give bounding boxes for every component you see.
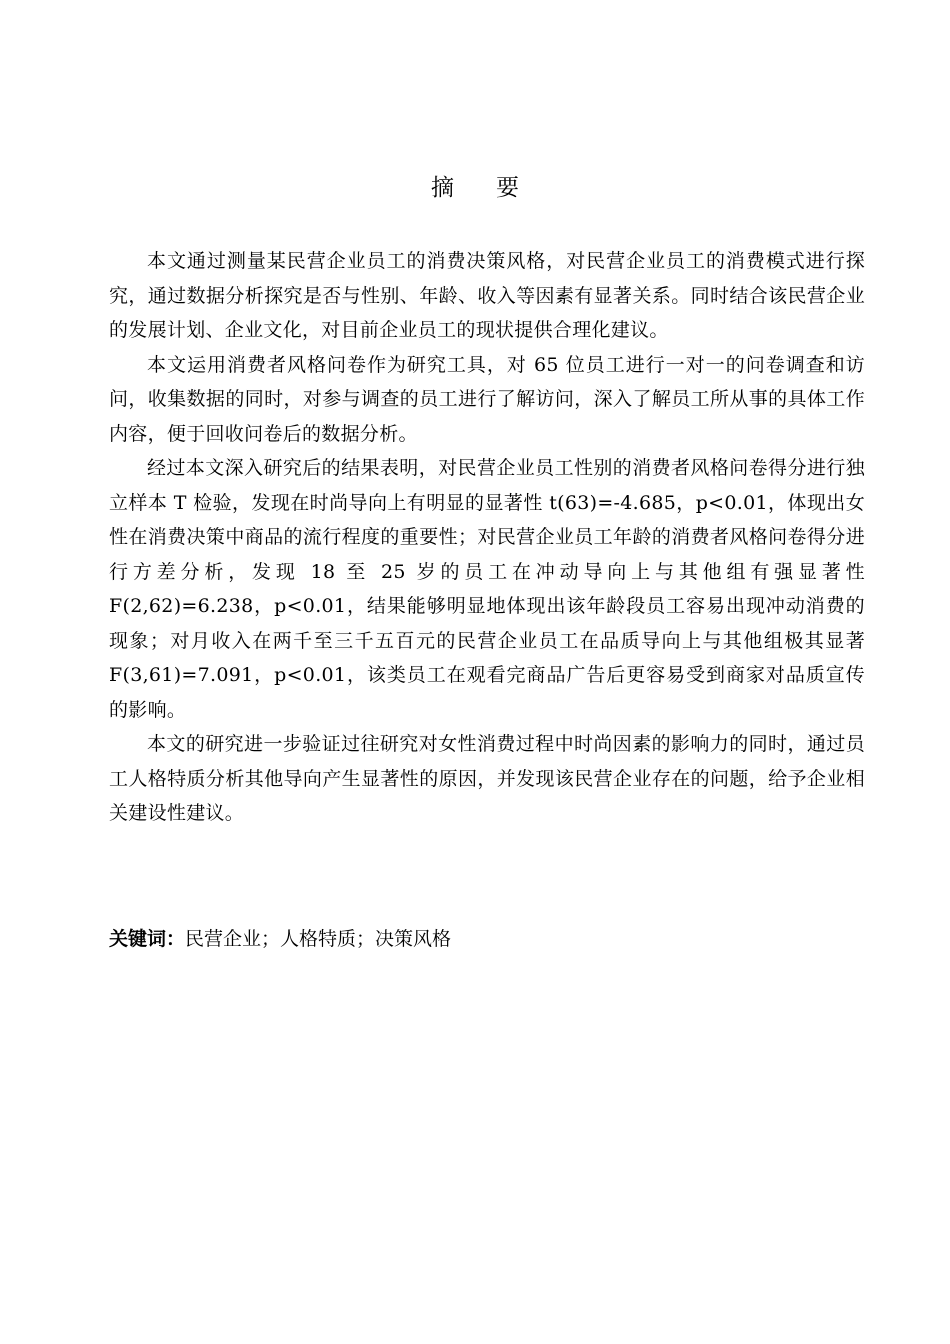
abstract-title-char: 摘 [431, 175, 454, 201]
abstract-paragraph: 本文通过测量某民营企业员工的消费决策风格，对民营企业员工的消费模式进行探究，通过数据分析探究是否与性别、年龄、收入等因素有显著关系。同时结合该民营企业的发展计划、企业文化，对目前企业员工的现状提供合理化建议。 [109, 250, 865, 341]
abstract-paragraph: 本文的研究进一步验证过往研究对女性消费过程中时尚因素的影响力的同时，通过员工人格特质分析其他导向产生显著性的原因，并发现该民营企业存在的问题，给予企业相关建设性建议。 [109, 733, 865, 824]
abstract-title [0, 170, 950, 206]
abstract-paragraph: 经过本文深入研究后的结果表明，对民营企业员工性别的消费者风格问卷得分进行独立样本 T 检验，发现在时尚导向上有明显的显著性 t(63)=-4.685，p<0.01，体现出女性在消费决策中商品的流行程度的重要性；对民营企业员工年龄的消费者风格问卷得分进行方差分析，发现 18 至 25 岁的员工在冲动导向上与其他组有强显著性 F(2,62)=6.238，p<0.01，结果能够明显地体现出该年龄段员工容易出现冲动消费的现象；对月收入在两千至三千五百元的民营企业员工在品质导向上与其他组极其显著 F(3,61)=7.091，p<0.01，该类员工在观看完商品广告后更容易受到商家对品质宣传的影响。 [109, 457, 865, 721]
abstract-paragraph: 本文运用消费者风格问卷作为研究工具，对 65 位员工进行一对一的问卷调查和访问，收集数据的同时，对参与调查的员工进行了解访问，深入了解员工所从事的具体工作内容，便于回收问卷后的数据分析。 [109, 353, 865, 445]
keywords-label: 关键词： [109, 928, 186, 950]
abstract-title-char: 要 [496, 175, 519, 201]
keywords-line [109, 922, 865, 956]
abstract-body [109, 244, 865, 831]
keywords-text: 民营企业；人格特质；决策风格 [185, 928, 452, 950]
